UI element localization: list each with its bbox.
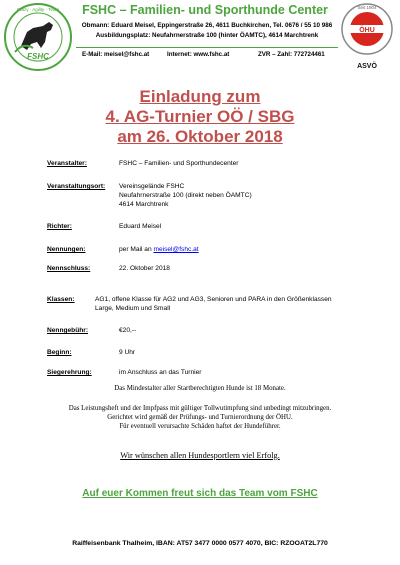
- header-website: Internet: www.fshc.at: [167, 51, 230, 58]
- entries-value: [119, 245, 199, 254]
- venue-line3: 4614 Marchtrenk: [119, 201, 169, 208]
- organizer-label: Veranstalter:: [47, 160, 87, 167]
- classes-line2: Large, Medium und Small: [95, 305, 171, 312]
- header-email: E-Mail: meisel@fshc.at: [82, 51, 150, 58]
- training-ground-line: Ausbildungsplatz: Neufahrnerstraße 100 (hinter ÖAMTC), 4614 Marchtrenk: [95, 32, 319, 39]
- venue-label: Veranstaltungsort:: [47, 183, 106, 190]
- welcome-message: Auf euer Kommen freut sich das Team vom FSHC: [82, 488, 318, 499]
- svg-text:ÖHU: ÖHU: [359, 27, 375, 34]
- documents-note: Das Leistungsheft und der Impfpass mit gültiger Tollwutimpfung sind unbedingt mitzubringen.: [68, 405, 332, 412]
- entries-label: Nennungen:: [47, 246, 86, 253]
- classes-label: Klassen:: [47, 296, 75, 303]
- classes-line1: AG1, offene Klasse für AG2 und AG3, Senioren und PARA in den Größenklassen: [95, 296, 332, 303]
- header-divider: [76, 47, 338, 48]
- deadline-label: Nennschluss:: [47, 265, 91, 272]
- award-ceremony-label: Siegerehrung:: [47, 369, 92, 376]
- deadline-value: 22. Oktober 2018: [119, 265, 170, 272]
- judge-label: Richter:: [47, 223, 72, 230]
- ohu-logo: [338, 2, 396, 72]
- invitation-title-line3: am 26. Oktober 2018: [117, 127, 283, 146]
- svg-text:Seit 1904: Seit 1904: [357, 5, 377, 10]
- venue-line2: Neufahrnerstraße 100 (direkt neben ÖAMTC): [119, 192, 252, 199]
- svg-text:ASVÖ: ASVÖ: [357, 63, 377, 70]
- rules-note: Gerichtet wird gemäß der Prüfungs- und Turnierordnung der ÖHU.: [107, 414, 293, 421]
- award-ceremony-value: im Anschluss an das Turnier: [119, 369, 202, 376]
- entries-prefix: per Mail an: [119, 246, 154, 253]
- invitation-title-line1: Einladung zum: [139, 87, 261, 106]
- good-luck-wish: Wir wünschen allen Hundesportlern viel Erfolg.: [120, 451, 280, 460]
- owner-line: Obmann: Eduard Meisel, Eppingerstraße 26, 4611 Buchkirchen, Tel. 0676 / 55 10 986: [81, 22, 333, 29]
- start-label: Beginn:: [47, 349, 72, 356]
- start-value: 9 Uhr: [119, 349, 136, 356]
- fee-label: Nenngebühr:: [47, 327, 89, 334]
- judge-value: Eduard Meisel: [119, 223, 162, 230]
- bank-details: Raiffeisenbank Thalheim, IBAN: AT57 3477 0000 0577 4070, BIC: RZOOAT2L770: [72, 540, 328, 547]
- club-title: FSHC – Familien- und Sporthunde Center: [82, 3, 328, 17]
- header-zvr: ZVR – Zahl: 772724461: [258, 51, 325, 58]
- invitation-title-line2: 4. AG-Turnier OÖ / SBG: [105, 107, 295, 126]
- entries-email-link[interactable]: meisel@fshc.at: [153, 246, 199, 253]
- liability-note: Für eventuell verursachte Schäden haftet der Hundeführer.: [119, 423, 281, 430]
- svg-text:Crazy · Agility · Team: Crazy · Agility · Team: [16, 7, 60, 12]
- venue-line1: Vereinsgelände FSHC: [119, 183, 185, 190]
- organizer-value: FSHC – Familien- und Sporthundecenter: [119, 160, 239, 167]
- svg-text:FSHC: FSHC: [27, 52, 49, 61]
- fshc-logo: [3, 2, 73, 72]
- minimum-age-note: Das Mindestalter aller Startberechtigten Hunde ist 18 Monate.: [114, 385, 286, 392]
- fee-value: €20,--: [119, 327, 137, 334]
